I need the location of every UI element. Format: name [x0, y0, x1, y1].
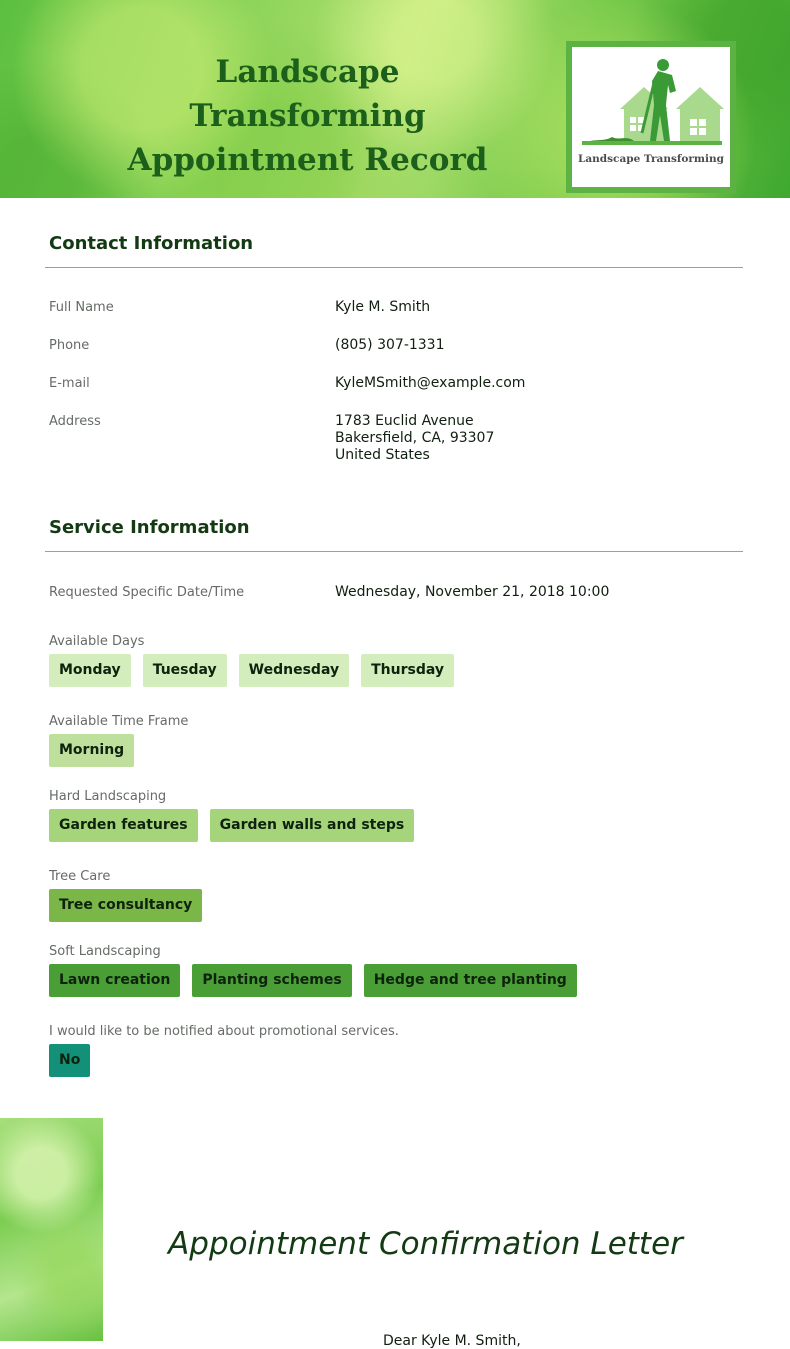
- company-logo: [566, 41, 736, 193]
- tree-care-tags: [49, 889, 202, 922]
- soft-landscaping-tag: Lawn creation: [49, 964, 180, 997]
- header-banner: [0, 0, 790, 198]
- requested-datetime-label: Requested Specific Date/Time: [49, 585, 245, 600]
- day-tag: Wednesday: [239, 654, 349, 687]
- letter-greeting: Dear Kyle M. Smith,: [383, 1333, 521, 1349]
- time-frame-tags: [49, 734, 134, 767]
- soft-landscaping-tags: [49, 964, 577, 997]
- section-divider: [45, 267, 743, 268]
- section-divider: [45, 551, 743, 552]
- email-value: KyleMSmith@example.com: [335, 375, 526, 391]
- soft-landscaping-label: Soft Landscaping: [49, 944, 161, 959]
- full-name-value: Kyle M. Smith: [335, 299, 431, 315]
- available-days-tags: [49, 654, 454, 687]
- tree-care-tag: Tree consultancy: [49, 889, 202, 922]
- email-label: E-mail: [49, 376, 90, 391]
- day-tag: Tuesday: [143, 654, 227, 687]
- hard-landscaping-label: Hard Landscaping: [49, 789, 167, 804]
- time-frame-label: Available Time Frame: [49, 714, 189, 729]
- available-days-label: Available Days: [49, 634, 145, 649]
- requested-datetime-value: Wednesday, November 21, 2018 10:00: [335, 584, 610, 600]
- title-line-2: Appointment Record: [127, 142, 488, 178]
- contact-section-title: Contact Information: [49, 233, 254, 254]
- address-line: United States: [335, 447, 430, 463]
- address-value: [335, 413, 494, 464]
- promo-notification-tags: [49, 1044, 90, 1077]
- title-line-1: Landscape Transforming: [189, 54, 426, 134]
- promo-answer-tag: No: [49, 1044, 90, 1077]
- time-frame-tag: Morning: [49, 734, 134, 767]
- address-line: Bakersfield, CA, 93307: [335, 430, 495, 446]
- soft-landscaping-tag: Planting schemes: [192, 964, 351, 997]
- day-tag: Thursday: [361, 654, 454, 687]
- promo-notification-label: I would like to be notified about promotional services.: [49, 1024, 399, 1039]
- letter-title: Appointment Confirmation Letter: [168, 1226, 683, 1262]
- logo-caption: Landscape Transforming: [577, 153, 724, 165]
- phone-value: (805) 307-1331: [335, 337, 445, 353]
- address-line: 1783 Euclid Avenue: [335, 413, 474, 429]
- gardener-house-icon: [582, 57, 728, 147]
- hard-landscaping-tag: Garden features: [49, 809, 198, 842]
- address-label: Address: [49, 414, 101, 429]
- phone-label: Phone: [49, 338, 90, 353]
- tree-care-label: Tree Care: [49, 869, 111, 884]
- logo-panel: [572, 47, 730, 187]
- full-name-label: Full Name: [49, 300, 114, 315]
- soft-landscaping-tag: Hedge and tree planting: [364, 964, 577, 997]
- hard-landscaping-tags: [49, 809, 414, 842]
- hard-landscaping-tag: Garden walls and steps: [210, 809, 415, 842]
- day-tag: Monday: [49, 654, 131, 687]
- decorative-green-strip: [0, 1118, 103, 1341]
- page-title: [100, 50, 515, 182]
- service-section-title: Service Information: [49, 517, 250, 538]
